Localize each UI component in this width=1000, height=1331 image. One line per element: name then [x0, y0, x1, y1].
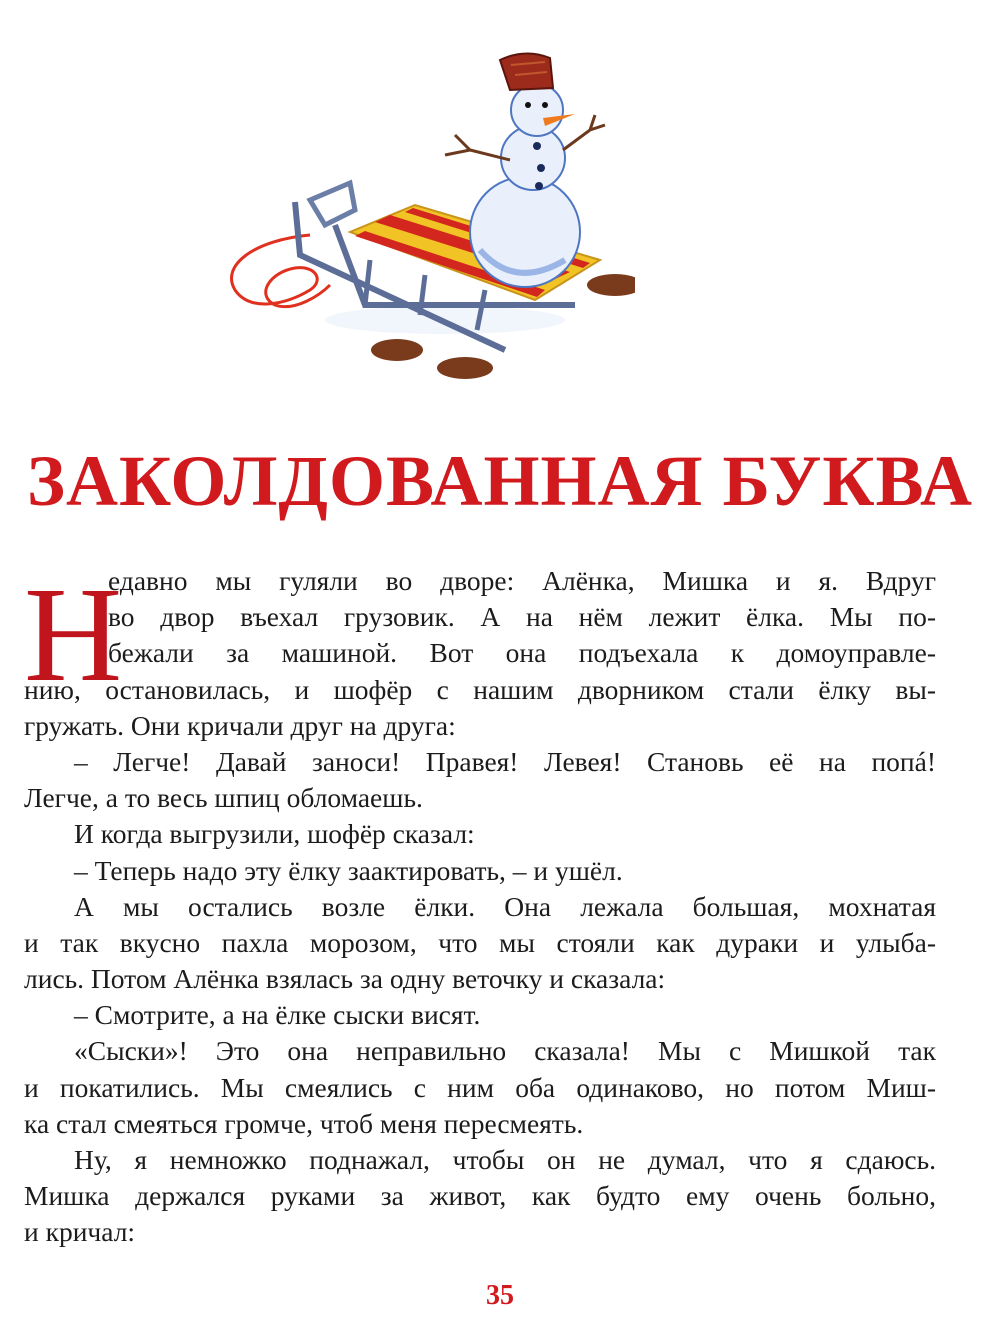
- text-line: Легче, а то весь шпиц обломаешь.: [24, 782, 423, 814]
- text-line: во двор въехал грузовик. А на нём лежит ёлка. Мы по-: [108, 601, 936, 633]
- text-line: и так вкусно пахла морозом, что мы стояли как дураки и улыба-: [24, 926, 936, 958]
- text-line: гружать. Они кричали друг на друга:: [24, 709, 456, 741]
- text-line: ка стал смеяться громче, чтоб меня пересмеять.: [24, 1107, 584, 1139]
- drop-cap: Н: [24, 560, 123, 710]
- text-line: – Легче! Давай заноси! Правея! Левея! Становь её на попá!: [74, 745, 936, 777]
- text-line: «Сыски»! Это она неправильно сказала! Мы с Мишкой так: [74, 1035, 936, 1067]
- page-number: 35: [486, 1280, 514, 1311]
- text-line: и кричал:: [24, 1216, 136, 1248]
- text-line: А мы остались возле ёлки. Она лежала большая, мохнатая: [74, 890, 936, 922]
- story-title: ЗАКОЛДОВАННАЯ БУКВА: [26, 441, 974, 521]
- text-line: бежали за машиной. Вот она подъехала к домоуправле-: [108, 637, 936, 669]
- text-line: Мишка держался руками за живот, как будто ему очень больно,: [24, 1180, 936, 1212]
- text-line: И когда выгрузили, шофёр сказал:: [74, 818, 475, 850]
- text-line: едавно мы гуляли во дворе: Алёнка, Мишка и я. Вдруг: [108, 565, 936, 596]
- text-line: Ну, я немножко поднажал, чтобы он не думал, что я сдаюсь.: [74, 1144, 936, 1175]
- text-line: – Теперь надо эту ёлку заактировать, – и ушёл.: [74, 854, 623, 886]
- text-line: нию, остановилась, и шофёр с нашим дворником стали ёлку вы-: [24, 673, 936, 705]
- story-text: [24, 560, 936, 1251]
- text-line: и покатились. Мы смеялись с ним оба одинаково, но потом Миш-: [24, 1071, 936, 1103]
- snowman-sled-illustration: [215, 50, 635, 395]
- text-line: – Смотрите, а на ёлке сыски висят.: [74, 999, 481, 1031]
- text-line: лись. Потом Алёнка взялась за одну веточку и сказала:: [24, 963, 666, 995]
